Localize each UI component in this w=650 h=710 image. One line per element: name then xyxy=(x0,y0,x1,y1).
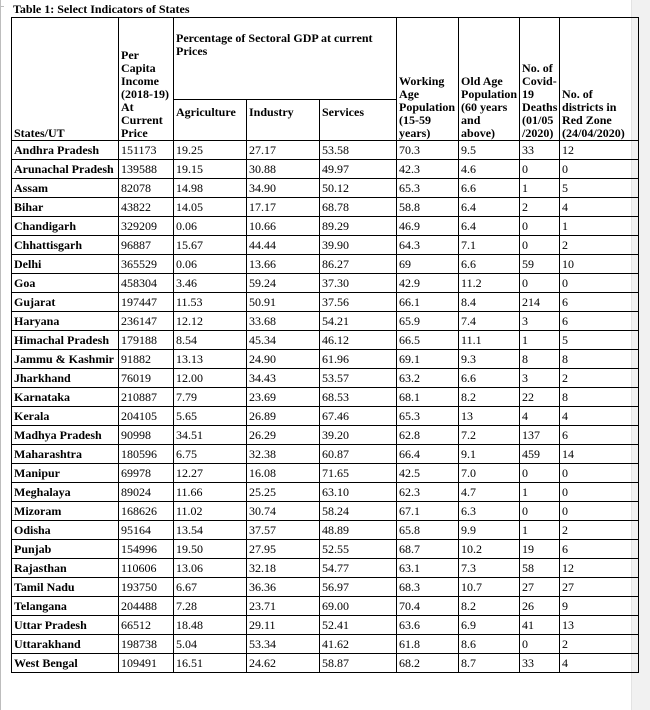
cell-agriculture: 13.06 xyxy=(174,559,247,578)
cell-red-zone: 5 xyxy=(560,179,639,198)
cell-per-capita-income: 96887 xyxy=(119,236,174,255)
cell-agriculture: 19.25 xyxy=(174,141,247,160)
cell-covid-deaths: 3 xyxy=(520,312,560,331)
cell-red-zone: 4 xyxy=(560,407,639,426)
cell-services: 37.30 xyxy=(320,274,397,293)
cell-working-age: 66.5 xyxy=(397,331,459,350)
table-row xyxy=(12,293,639,312)
header-working-age-population: Working Age Population (15-59 years) xyxy=(397,18,459,141)
cell-covid-deaths: 8 xyxy=(520,350,560,369)
cell-agriculture: 12.12 xyxy=(174,312,247,331)
cell-old-age: 11.2 xyxy=(459,274,520,293)
cell-red-zone: 10 xyxy=(560,255,639,274)
cell-covid-deaths: 33 xyxy=(520,141,560,160)
header-agriculture: Agriculture xyxy=(174,100,247,141)
table-body xyxy=(12,141,639,673)
cell-agriculture: 6.75 xyxy=(174,445,247,464)
header-per-capita-income: Per Capita Income (2018-19) At Current Price xyxy=(119,18,174,141)
cell-red-zone: 6 xyxy=(560,540,639,559)
cell-working-age: 69.1 xyxy=(397,350,459,369)
cell-old-age: 7.1 xyxy=(459,236,520,255)
cell-industry: 37.57 xyxy=(247,521,320,540)
cell-covid-deaths: 59 xyxy=(520,255,560,274)
cell-state: Jammu & Kashmir xyxy=(12,350,119,369)
cell-covid-deaths: 58 xyxy=(520,559,560,578)
cell-state: Gujarat xyxy=(12,293,119,312)
cell-per-capita-income: 193750 xyxy=(119,578,174,597)
cell-per-capita-income: 179188 xyxy=(119,331,174,350)
cell-working-age: 67.1 xyxy=(397,502,459,521)
cell-industry: 24.90 xyxy=(247,350,320,369)
cell-covid-deaths: 2 xyxy=(520,198,560,217)
cell-industry: 26.89 xyxy=(247,407,320,426)
table-row xyxy=(12,445,639,464)
cell-industry: 29.11 xyxy=(247,616,320,635)
cell-working-age: 64.3 xyxy=(397,236,459,255)
table-row xyxy=(12,331,639,350)
cell-agriculture: 19.15 xyxy=(174,160,247,179)
cell-industry: 13.66 xyxy=(247,255,320,274)
cell-agriculture: 12.27 xyxy=(174,464,247,483)
cell-old-age: 10.2 xyxy=(459,540,520,559)
cell-old-age: 6.4 xyxy=(459,198,520,217)
cell-industry: 30.74 xyxy=(247,502,320,521)
cell-industry: 10.66 xyxy=(247,217,320,236)
cell-state: Punjab xyxy=(12,540,119,559)
cell-red-zone: 14 xyxy=(560,445,639,464)
cell-services: 63.10 xyxy=(320,483,397,502)
table-row xyxy=(12,312,639,331)
header-old-age-population: Old Age Population (60 years and above) xyxy=(459,18,520,141)
cell-agriculture: 11.66 xyxy=(174,483,247,502)
cell-covid-deaths: 0 xyxy=(520,502,560,521)
table-row xyxy=(12,635,639,654)
cell-agriculture: 18.48 xyxy=(174,616,247,635)
cell-state: Haryana xyxy=(12,312,119,331)
table-row xyxy=(12,350,639,369)
cell-industry: 32.38 xyxy=(247,445,320,464)
cell-services: 86.27 xyxy=(320,255,397,274)
cell-covid-deaths: 26 xyxy=(520,597,560,616)
cell-red-zone: 2 xyxy=(560,635,639,654)
cell-industry: 32.18 xyxy=(247,559,320,578)
cell-red-zone: 12 xyxy=(560,141,639,160)
cell-working-age: 68.2 xyxy=(397,654,459,673)
cell-agriculture: 3.46 xyxy=(174,274,247,293)
table-row xyxy=(12,160,639,179)
window-left-edge xyxy=(0,0,1,710)
cell-covid-deaths: 459 xyxy=(520,445,560,464)
cell-state: Chhattisgarh xyxy=(12,236,119,255)
cell-state: Delhi xyxy=(12,255,119,274)
cell-covid-deaths: 41 xyxy=(520,616,560,635)
cell-services: 53.57 xyxy=(320,369,397,388)
cell-working-age: 68.7 xyxy=(397,540,459,559)
cell-industry: 50.91 xyxy=(247,293,320,312)
table-row xyxy=(12,407,639,426)
document-body xyxy=(11,2,638,673)
table-row xyxy=(12,654,639,673)
cell-covid-deaths: 1 xyxy=(520,521,560,540)
cell-agriculture: 5.04 xyxy=(174,635,247,654)
cell-covid-deaths: 3 xyxy=(520,369,560,388)
cell-industry: 45.34 xyxy=(247,331,320,350)
cell-working-age: 42.5 xyxy=(397,464,459,483)
table-row xyxy=(12,521,639,540)
cell-industry: 23.71 xyxy=(247,597,320,616)
cell-working-age: 70.4 xyxy=(397,597,459,616)
cell-industry: 26.29 xyxy=(247,426,320,445)
header-state: States/UT xyxy=(12,18,119,141)
cell-per-capita-income: 110606 xyxy=(119,559,174,578)
header-industry: Industry xyxy=(247,100,320,141)
cell-per-capita-income: 82078 xyxy=(119,179,174,198)
cell-services: 48.89 xyxy=(320,521,397,540)
cell-covid-deaths: 0 xyxy=(520,217,560,236)
cell-old-age: 6.4 xyxy=(459,217,520,236)
cell-agriculture: 19.50 xyxy=(174,540,247,559)
cell-agriculture: 0.06 xyxy=(174,255,247,274)
cell-services: 69.00 xyxy=(320,597,397,616)
cell-state: Himachal Pradesh xyxy=(12,331,119,350)
cell-old-age: 8.6 xyxy=(459,635,520,654)
cell-old-age: 7.2 xyxy=(459,426,520,445)
cell-agriculture: 11.02 xyxy=(174,502,247,521)
cell-old-age: 9.5 xyxy=(459,141,520,160)
cell-per-capita-income: 109491 xyxy=(119,654,174,673)
cell-per-capita-income: 95164 xyxy=(119,521,174,540)
cell-per-capita-income: 180596 xyxy=(119,445,174,464)
cell-agriculture: 7.28 xyxy=(174,597,247,616)
header-red-zone-districts: No. of districts in Red Zone (24/04/2020) xyxy=(560,18,639,141)
cell-agriculture: 13.54 xyxy=(174,521,247,540)
cell-state: Andhra Pradesh xyxy=(12,141,119,160)
cell-old-age: 13 xyxy=(459,407,520,426)
cell-old-age: 8.2 xyxy=(459,388,520,407)
cell-working-age: 68.3 xyxy=(397,578,459,597)
cell-red-zone: 4 xyxy=(560,654,639,673)
cell-red-zone: 5 xyxy=(560,331,639,350)
cell-red-zone: 6 xyxy=(560,312,639,331)
cell-red-zone: 2 xyxy=(560,521,639,540)
cell-old-age: 7.0 xyxy=(459,464,520,483)
cell-working-age: 63.1 xyxy=(397,559,459,578)
cell-per-capita-income: 458304 xyxy=(119,274,174,293)
cell-old-age: 4.6 xyxy=(459,160,520,179)
cell-industry: 44.44 xyxy=(247,236,320,255)
cell-per-capita-income: 197447 xyxy=(119,293,174,312)
cell-state: Uttarakhand xyxy=(12,635,119,654)
table-row xyxy=(12,236,639,255)
cell-state: Jharkhand xyxy=(12,369,119,388)
cell-services: 58.24 xyxy=(320,502,397,521)
cell-red-zone: 0 xyxy=(560,160,639,179)
cell-industry: 16.08 xyxy=(247,464,320,483)
cell-agriculture: 34.51 xyxy=(174,426,247,445)
cell-industry: 36.36 xyxy=(247,578,320,597)
cell-working-age: 62.8 xyxy=(397,426,459,445)
cell-agriculture: 13.13 xyxy=(174,350,247,369)
cell-old-age: 6.3 xyxy=(459,502,520,521)
cell-agriculture: 14.05 xyxy=(174,198,247,217)
cell-services: 58.87 xyxy=(320,654,397,673)
cell-services: 67.46 xyxy=(320,407,397,426)
cell-working-age: 63.2 xyxy=(397,369,459,388)
cell-agriculture: 16.51 xyxy=(174,654,247,673)
cell-per-capita-income: 90998 xyxy=(119,426,174,445)
cell-industry: 34.90 xyxy=(247,179,320,198)
cell-covid-deaths: 27 xyxy=(520,578,560,597)
cell-old-age: 8.2 xyxy=(459,597,520,616)
cell-red-zone: 1 xyxy=(560,217,639,236)
cell-state: Kerala xyxy=(12,407,119,426)
cell-per-capita-income: 91882 xyxy=(119,350,174,369)
cell-red-zone: 2 xyxy=(560,369,639,388)
cell-state: Bihar xyxy=(12,198,119,217)
cell-services: 41.62 xyxy=(320,635,397,654)
cell-industry: 33.68 xyxy=(247,312,320,331)
cell-per-capita-income: 210887 xyxy=(119,388,174,407)
cell-working-age: 65.9 xyxy=(397,312,459,331)
cell-state: Mizoram xyxy=(12,502,119,521)
cell-state: Manipur xyxy=(12,464,119,483)
cell-state: Maharashtra xyxy=(12,445,119,464)
table-row xyxy=(12,179,639,198)
cell-old-age: 4.7 xyxy=(459,483,520,502)
cell-per-capita-income: 168626 xyxy=(119,502,174,521)
cell-services: 54.21 xyxy=(320,312,397,331)
cell-covid-deaths: 0 xyxy=(520,160,560,179)
cell-per-capita-income: 329209 xyxy=(119,217,174,236)
cell-working-age: 66.4 xyxy=(397,445,459,464)
window-top-mark xyxy=(0,6,4,7)
cell-covid-deaths: 137 xyxy=(520,426,560,445)
cell-services: 37.56 xyxy=(320,293,397,312)
cell-red-zone: 0 xyxy=(560,274,639,293)
cell-working-age: 58.8 xyxy=(397,198,459,217)
cell-working-age: 63.6 xyxy=(397,616,459,635)
cell-services: 56.97 xyxy=(320,578,397,597)
header-covid-deaths: No. of Covid-19 Deaths (01/05 /2020) xyxy=(520,18,560,141)
cell-services: 54.77 xyxy=(320,559,397,578)
cell-services: 53.58 xyxy=(320,141,397,160)
cell-agriculture: 6.67 xyxy=(174,578,247,597)
cell-red-zone: 13 xyxy=(560,616,639,635)
cell-industry: 27.17 xyxy=(247,141,320,160)
cell-agriculture: 5.65 xyxy=(174,407,247,426)
cell-covid-deaths: 0 xyxy=(520,635,560,654)
cell-services: 68.78 xyxy=(320,198,397,217)
cell-red-zone: 4 xyxy=(560,198,639,217)
cell-industry: 25.25 xyxy=(247,483,320,502)
table-row xyxy=(12,483,639,502)
cell-services: 89.29 xyxy=(320,217,397,236)
table-row xyxy=(12,616,639,635)
cell-industry: 27.95 xyxy=(247,540,320,559)
cell-per-capita-income: 76019 xyxy=(119,369,174,388)
cell-old-age: 7.3 xyxy=(459,559,520,578)
cell-covid-deaths: 1 xyxy=(520,331,560,350)
cell-state: Madhya Pradesh xyxy=(12,426,119,445)
cell-old-age: 8.7 xyxy=(459,654,520,673)
cell-industry: 17.17 xyxy=(247,198,320,217)
cell-red-zone: 6 xyxy=(560,426,639,445)
table-row xyxy=(12,255,639,274)
cell-working-age: 65.3 xyxy=(397,179,459,198)
cell-per-capita-income: 154996 xyxy=(119,540,174,559)
cell-covid-deaths: 0 xyxy=(520,274,560,293)
cell-working-age: 61.8 xyxy=(397,635,459,654)
cell-old-age: 6.9 xyxy=(459,616,520,635)
cell-covid-deaths: 0 xyxy=(520,464,560,483)
table-row xyxy=(12,274,639,293)
cell-red-zone: 12 xyxy=(560,559,639,578)
cell-working-age: 65.8 xyxy=(397,521,459,540)
cell-services: 52.55 xyxy=(320,540,397,559)
table-row xyxy=(12,369,639,388)
cell-per-capita-income: 204488 xyxy=(119,597,174,616)
table-row xyxy=(12,198,639,217)
cell-state: Arunachal Pradesh xyxy=(12,160,119,179)
cell-per-capita-income: 66512 xyxy=(119,616,174,635)
cell-covid-deaths: 1 xyxy=(520,483,560,502)
table-row xyxy=(12,141,639,160)
cell-working-age: 68.1 xyxy=(397,388,459,407)
table-row xyxy=(12,559,639,578)
cell-state: Tamil Nadu xyxy=(12,578,119,597)
cell-red-zone: 27 xyxy=(560,578,639,597)
cell-red-zone: 0 xyxy=(560,502,639,521)
cell-state: Assam xyxy=(12,179,119,198)
cell-working-age: 42.9 xyxy=(397,274,459,293)
cell-state: West Bengal xyxy=(12,654,119,673)
cell-services: 71.65 xyxy=(320,464,397,483)
cell-old-age: 11.1 xyxy=(459,331,520,350)
cell-state: Rajasthan xyxy=(12,559,119,578)
cell-state: Goa xyxy=(12,274,119,293)
cell-services: 61.96 xyxy=(320,350,397,369)
cell-agriculture: 11.53 xyxy=(174,293,247,312)
cell-per-capita-income: 139588 xyxy=(119,160,174,179)
cell-per-capita-income: 89024 xyxy=(119,483,174,502)
cell-red-zone: 0 xyxy=(560,464,639,483)
table-row xyxy=(12,540,639,559)
cell-state: Uttar Pradesh xyxy=(12,616,119,635)
cell-agriculture: 0.06 xyxy=(174,217,247,236)
cell-industry: 23.69 xyxy=(247,388,320,407)
cell-industry: 59.24 xyxy=(247,274,320,293)
header-sectoral-gdp: Percentage of Sectoral GDP at current Prices xyxy=(174,18,397,100)
cell-services: 50.12 xyxy=(320,179,397,198)
cell-services: 39.20 xyxy=(320,426,397,445)
cell-state: Telangana xyxy=(12,597,119,616)
cell-covid-deaths: 0 xyxy=(520,236,560,255)
cell-covid-deaths: 1 xyxy=(520,179,560,198)
table-row xyxy=(12,502,639,521)
cell-agriculture: 14.98 xyxy=(174,179,247,198)
cell-per-capita-income: 204105 xyxy=(119,407,174,426)
cell-covid-deaths: 19 xyxy=(520,540,560,559)
cell-agriculture: 12.00 xyxy=(174,369,247,388)
cell-working-age: 66.1 xyxy=(397,293,459,312)
table-row xyxy=(12,464,639,483)
cell-state: Chandigarh xyxy=(12,217,119,236)
cell-agriculture: 7.79 xyxy=(174,388,247,407)
cell-working-age: 62.3 xyxy=(397,483,459,502)
cell-red-zone: 9 xyxy=(560,597,639,616)
cell-agriculture: 8.54 xyxy=(174,331,247,350)
cell-industry: 34.43 xyxy=(247,369,320,388)
cell-red-zone: 8 xyxy=(560,350,639,369)
cell-state: Odisha xyxy=(12,521,119,540)
cell-services: 60.87 xyxy=(320,445,397,464)
cell-state: Karnataka xyxy=(12,388,119,407)
table-row xyxy=(12,217,639,236)
cell-services: 49.97 xyxy=(320,160,397,179)
cell-industry: 53.34 xyxy=(247,635,320,654)
cell-working-age: 46.9 xyxy=(397,217,459,236)
cell-old-age: 8.4 xyxy=(459,293,520,312)
table-row xyxy=(12,388,639,407)
cell-services: 52.41 xyxy=(320,616,397,635)
cell-per-capita-income: 43822 xyxy=(119,198,174,217)
cell-services: 39.90 xyxy=(320,236,397,255)
indicators-table xyxy=(11,17,639,673)
table-row xyxy=(12,426,639,445)
cell-old-age: 9.3 xyxy=(459,350,520,369)
cell-industry: 24.62 xyxy=(247,654,320,673)
cell-old-age: 7.4 xyxy=(459,312,520,331)
cell-services: 46.12 xyxy=(320,331,397,350)
cell-per-capita-income: 69978 xyxy=(119,464,174,483)
cell-per-capita-income: 365529 xyxy=(119,255,174,274)
cell-old-age: 9.1 xyxy=(459,445,520,464)
cell-working-age: 70.3 xyxy=(397,141,459,160)
cell-industry: 30.88 xyxy=(247,160,320,179)
cell-per-capita-income: 151173 xyxy=(119,141,174,160)
cell-red-zone: 8 xyxy=(560,388,639,407)
cell-red-zone: 6 xyxy=(560,293,639,312)
table-row xyxy=(12,578,639,597)
cell-covid-deaths: 214 xyxy=(520,293,560,312)
cell-state: Meghalaya xyxy=(12,483,119,502)
cell-old-age: 6.6 xyxy=(459,179,520,198)
cell-working-age: 69 xyxy=(397,255,459,274)
cell-covid-deaths: 33 xyxy=(520,654,560,673)
cell-per-capita-income: 236147 xyxy=(119,312,174,331)
cell-agriculture: 15.67 xyxy=(174,236,247,255)
header-services: Services xyxy=(320,100,397,141)
cell-red-zone: 2 xyxy=(560,236,639,255)
cell-red-zone: 0 xyxy=(560,483,639,502)
cell-working-age: 42.3 xyxy=(397,160,459,179)
cell-old-age: 6.6 xyxy=(459,255,520,274)
cell-per-capita-income: 198738 xyxy=(119,635,174,654)
cell-covid-deaths: 4 xyxy=(520,407,560,426)
cell-old-age: 9.9 xyxy=(459,521,520,540)
cell-services: 68.53 xyxy=(320,388,397,407)
table-caption: Table 1: Select Indicators of States xyxy=(13,2,190,16)
table-row xyxy=(12,597,639,616)
cell-working-age: 65.3 xyxy=(397,407,459,426)
cell-old-age: 10.7 xyxy=(459,578,520,597)
cell-covid-deaths: 22 xyxy=(520,388,560,407)
cell-old-age: 6.6 xyxy=(459,369,520,388)
